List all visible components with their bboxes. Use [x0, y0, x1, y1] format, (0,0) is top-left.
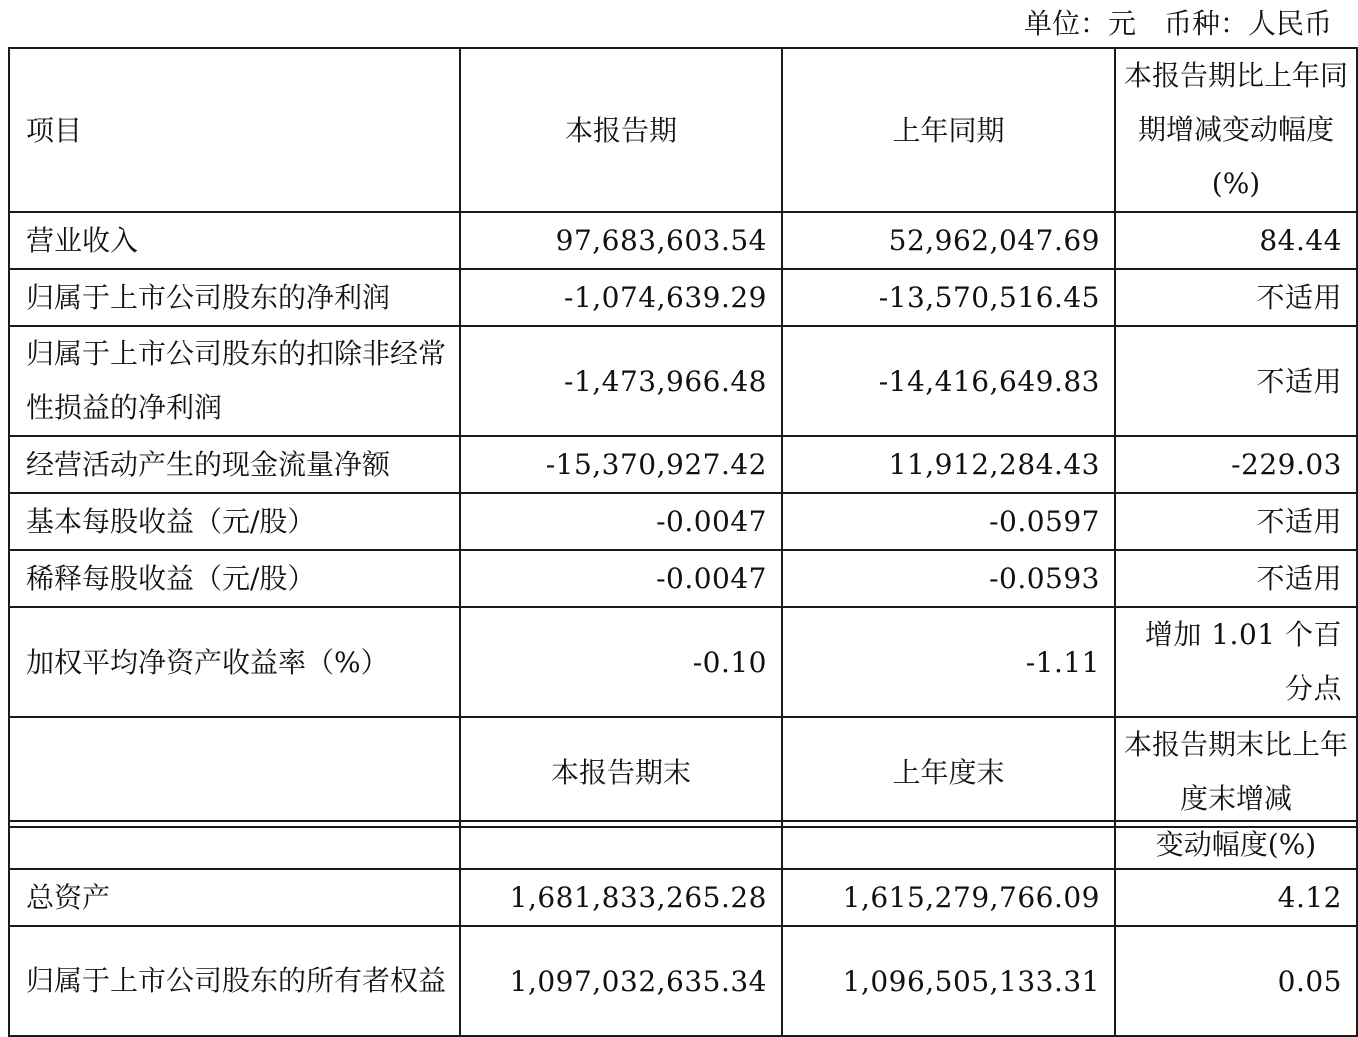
row-current-value: -1,473,966.48	[460, 326, 782, 436]
subheader-continued-change: 变动幅度(%)	[1115, 821, 1357, 869]
table-row	[9, 436, 1357, 493]
row-current-value: -0.10	[460, 607, 782, 717]
header-item: 项目	[9, 48, 460, 212]
row-prior-value: -14,416,649.83	[782, 326, 1115, 436]
row-label: 归属于上市公司股东的所有者权益	[9, 926, 460, 1036]
row-label: 经营活动产生的现金流量净额	[9, 436, 460, 493]
header-change-pct: 本报告期比上年同期增减变动幅度(%)	[1115, 48, 1357, 212]
financial-summary-table	[8, 47, 1358, 828]
table-row	[9, 926, 1357, 1036]
header-prior-year-end: 上年度末	[782, 717, 1115, 827]
subheader-continued-current	[460, 821, 782, 869]
table-row	[9, 869, 1357, 926]
header-change-period-end: 本报告期末比上年度末增减	[1115, 717, 1357, 827]
unit-currency-note: 单位：元 币种：人民币	[1023, 7, 1332, 40]
row-change-value: -229.03	[1115, 436, 1357, 493]
row-label: 加权平均净资产收益率（%）	[9, 607, 460, 717]
row-change-value: 0.05	[1115, 926, 1357, 1036]
table-subheader-continued-row	[9, 821, 1357, 869]
table-row	[9, 550, 1357, 607]
row-label: 归属于上市公司股东的净利润	[9, 269, 460, 326]
row-current-value: 1,097,032,635.34	[460, 926, 782, 1036]
row-prior-value: -13,570,516.45	[782, 269, 1115, 326]
row-prior-value: -0.0593	[782, 550, 1115, 607]
row-current-value: -1,074,639.29	[460, 269, 782, 326]
header-current-period: 本报告期	[460, 48, 782, 212]
row-prior-value: 1,615,279,766.09	[782, 869, 1115, 926]
row-current-value: -0.0047	[460, 550, 782, 607]
header-period-end: 本报告期末	[460, 717, 782, 827]
row-label: 基本每股收益（元/股）	[9, 493, 460, 550]
row-prior-value: -1.11	[782, 607, 1115, 717]
row-label: 归属于上市公司股东的扣除非经常性损益的净利润	[9, 326, 460, 436]
row-label: 总资产	[9, 869, 460, 926]
row-change-value: 84.44	[1115, 212, 1357, 269]
row-current-value: 1,681,833,265.28	[460, 869, 782, 926]
subheader-continued-prior	[782, 821, 1115, 869]
row-change-value: 不适用	[1115, 550, 1357, 607]
row-prior-value: 52,962,047.69	[782, 212, 1115, 269]
row-prior-value: 1,096,505,133.31	[782, 926, 1115, 1036]
balance-summary-table	[8, 820, 1358, 1037]
subheader-item	[9, 717, 460, 827]
row-change-value: 不适用	[1115, 493, 1357, 550]
row-label: 稀释每股收益（元/股）	[9, 550, 460, 607]
table-row	[9, 493, 1357, 550]
row-current-value: -15,370,927.42	[460, 436, 782, 493]
table-subheader-row	[9, 717, 1357, 827]
row-prior-value: -0.0597	[782, 493, 1115, 550]
table-row	[9, 212, 1357, 269]
table-row	[9, 269, 1357, 326]
table-row	[9, 326, 1357, 436]
row-change-value: 不适用	[1115, 269, 1357, 326]
table-header-row	[9, 48, 1357, 212]
row-change-value: 4.12	[1115, 869, 1357, 926]
subheader-continued-item	[9, 821, 460, 869]
row-current-value: -0.0047	[460, 493, 782, 550]
row-change-value: 不适用	[1115, 326, 1357, 436]
row-change-value: 增加 1.01 个百分点	[1115, 607, 1357, 717]
row-label: 营业收入	[9, 212, 460, 269]
row-prior-value: 11,912,284.43	[782, 436, 1115, 493]
header-prior-period: 上年同期	[782, 48, 1115, 212]
table-row	[9, 607, 1357, 717]
row-current-value: 97,683,603.54	[460, 212, 782, 269]
